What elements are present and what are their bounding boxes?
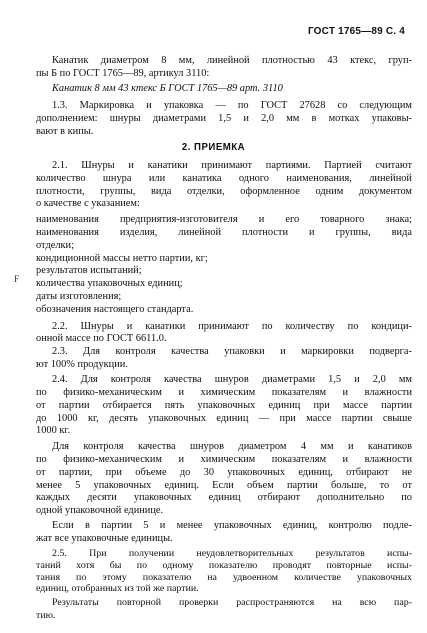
text-line: по физико-механическим и химическим показателям и влажности [36,386,412,398]
text-line: 2.4. Для контроля качества шнуров диаметрами 1,5 и 2,0 мм [52,373,412,385]
text-line: Если в партии 5 и менее упаковочных единиц, контролю подле- [52,520,412,532]
text-line: до 1000 кг, десять упаковочных единиц — при массе партии свыше [36,412,412,424]
text-line: единиц, отобранных из той же партии. [36,583,199,595]
text-line: Канатик 8 мм 43 ктекс Б ГОСТ 1765—89 арт. 3110 [52,83,283,95]
text-line: 1000 кг. [36,425,71,437]
text-line: количество шнура или канатика одного наименования, линейной [36,172,412,184]
text-line: онной массе по ГОСТ 6611.0. [36,333,167,345]
text-line: Результаты повторной проверки распространяются на всю пар- [52,597,412,609]
text-line: каждых десяти упаковочных единиц отбирают дополнительно по [36,492,412,504]
text-line: по физико-механическим и химическим показателям и влажности [36,453,412,465]
text-line: ют 100% продукции. [36,359,128,371]
text-line: тания по этому показателю на удвоенном количестве упаковочных [36,571,412,583]
text-line: 2.1. Шнуры и канатики принимают партиями. Партией считают [52,159,412,171]
text-line: количества упаковочных единиц; [36,278,183,290]
text-line: плотности, группы, вида отделки, оформленное одним документом [36,185,412,197]
text-line: жат все упаковочные единицы. [36,532,173,544]
text-line: менее 5 упаковочных единиц. Если объем партии больше, то от [36,479,412,491]
text-line: одной упаковочной единице. [36,505,164,517]
text-line: даты изготовления; [36,291,122,303]
text-line: 2.2. Шнуры и канатики принимают по количеству по кондици- [52,320,412,332]
text-line: 2.5. При получении неудовлетворительных результатов испы- [52,547,412,559]
text-line: о качестве с указанием: [36,198,140,210]
text-line: наименования предприятия-изготовителя и его товарного знака; [36,214,412,225]
text-line: тию. [36,610,56,622]
text-line: наименования изделия, линейной плотности и группы, вида [36,226,412,238]
text-line: пы Б по ГОСТ 1765—89, артикул 3110: [36,67,210,79]
text-line: кондиционной массы нетто партии, кг; [36,252,208,264]
text-line: Для контроля качества шнуров диаметром 4 мм и канатиков [52,441,412,453]
text-line: от партии, при объеме до 30 упаковочных единиц, отбирают не [36,466,412,478]
text-line: дополнением: шнуры диаметрами 1,5 и 2,0 мм в мотках упаковы- [36,112,412,124]
text-line: 1.3. Маркировка и упаковка — по ГОСТ 27628 со следующим [52,100,412,112]
text-line: вают в кипы. [36,125,94,137]
text-line: отделки; [36,239,74,251]
text-line: от партии отбирается пять упаковочных единиц при массе партии [36,399,412,411]
section-heading: 2. ПРИЕМКА [181,142,246,154]
text-line: обозначения настоящего стандарта. [36,304,194,316]
margin-mark: F [14,273,20,284]
page-header: ГОСТ 1765—89 С. 4 [307,26,405,37]
text-line: результатов испытаний; [36,265,142,277]
text-line: 2.3. Для контроля качества упаковки и маркировки подвергa- [52,346,412,358]
text-line: Канатик диаметром 8 мм, линейной плотностью 43 ктекс, груп- [52,55,412,66]
text-line: таний хотя бы по одному показателю проводят повторные испы- [36,559,412,571]
